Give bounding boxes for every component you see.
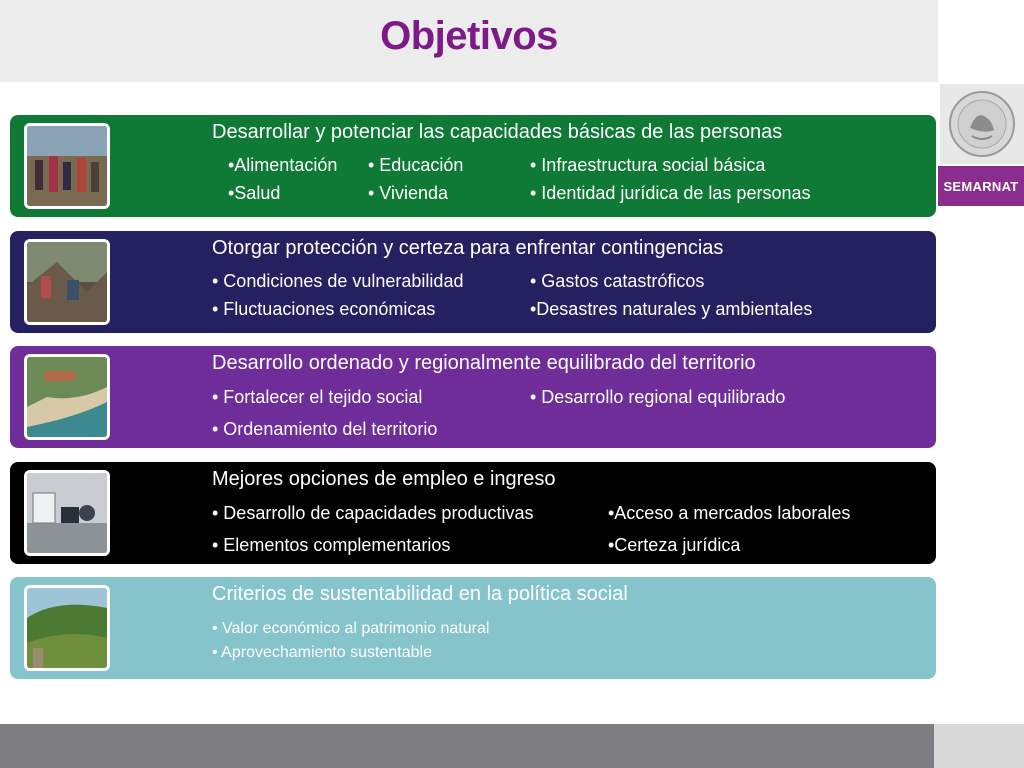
mexico-seal-icon bbox=[940, 84, 1024, 164]
objective-card-4 bbox=[10, 462, 936, 564]
card-title: Criterios de sustentabilidad en la política social bbox=[212, 583, 628, 605]
side-panel bbox=[938, 0, 1024, 82]
laboratory-photo bbox=[24, 470, 110, 556]
list-item: • Aprovechamiento sustentable bbox=[212, 644, 432, 661]
footer-bar bbox=[0, 724, 934, 768]
list-item: • Fortalecer el tejido social bbox=[212, 387, 423, 407]
list-item: •Acceso a mercados laborales bbox=[608, 503, 851, 523]
card-title: Desarrollar y potenciar las capacidades básicas de las personas bbox=[212, 121, 783, 143]
coast-photo bbox=[24, 354, 110, 440]
people-photo bbox=[24, 123, 110, 209]
list-item: •Certeza jurídica bbox=[608, 535, 741, 555]
disaster-photo bbox=[24, 239, 110, 325]
list-item: •Salud bbox=[228, 183, 281, 203]
list-item: • Gastos catastróficos bbox=[530, 271, 705, 291]
list-item: • Valor económico al patrimonio natural bbox=[212, 620, 490, 637]
list-item: • Condiciones de vulnerabilidad bbox=[212, 271, 464, 291]
list-item: • Fluctuaciones económicas bbox=[212, 299, 436, 319]
list-item: • Ordenamiento del territorio bbox=[212, 419, 438, 439]
list-item: • Elementos complementarios bbox=[212, 535, 451, 555]
card-title: Desarrollo ordenado y regionalmente equilibrado del territorio bbox=[212, 352, 756, 374]
card-title: Otorgar protección y certeza para enfrentar contingencias bbox=[212, 237, 724, 259]
objective-card-5 bbox=[10, 577, 936, 679]
list-item: • Identidad jurídica de las personas bbox=[530, 183, 811, 203]
brand-label: SEMARNAT bbox=[938, 166, 1024, 206]
objective-card-1 bbox=[10, 115, 936, 217]
list-item: •Desastres naturales y ambientales bbox=[530, 299, 813, 319]
list-item: • Educación bbox=[368, 155, 464, 175]
forest-photo bbox=[24, 585, 110, 671]
list-item: • Vivienda bbox=[368, 183, 449, 203]
list-item: •Alimentación bbox=[228, 155, 338, 175]
list-item: • Desarrollo de capacidades productivas bbox=[212, 503, 534, 523]
page-title: Objetivos bbox=[380, 14, 558, 58]
card-title: Mejores opciones de empleo e ingreso bbox=[212, 468, 556, 490]
list-item: • Desarrollo regional equilibrado bbox=[530, 387, 786, 407]
footer-side bbox=[934, 724, 1024, 768]
objective-card-2 bbox=[10, 231, 936, 333]
list-item: • Infraestructura social básica bbox=[530, 155, 766, 175]
objective-card-3 bbox=[10, 346, 936, 448]
